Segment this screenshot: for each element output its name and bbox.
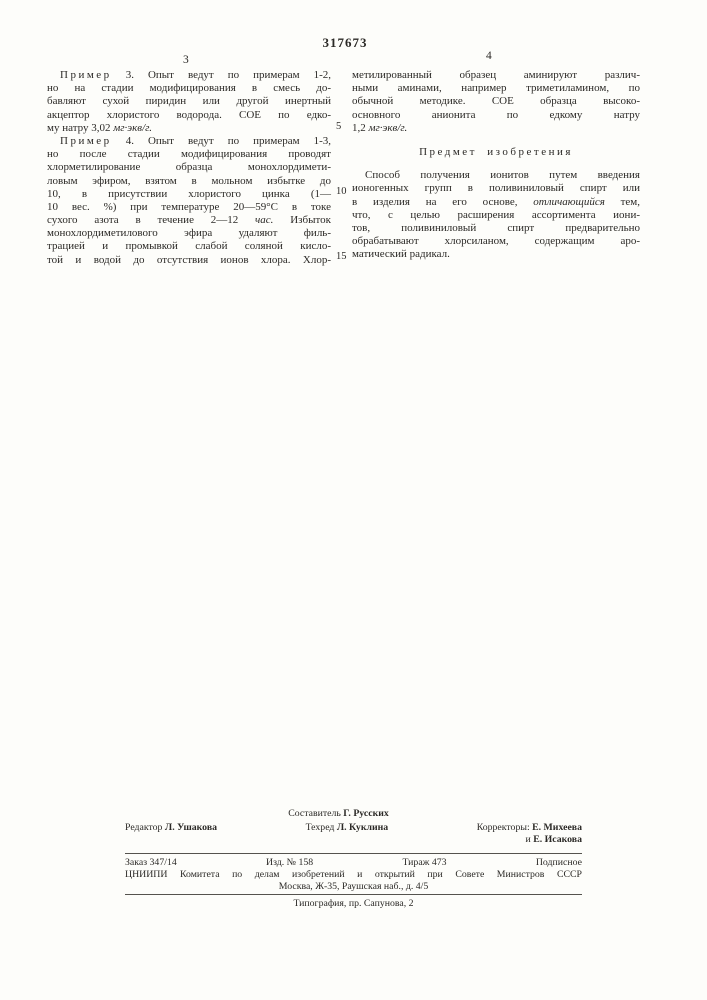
corrector-name-1: Е. Михеева [532, 822, 582, 833]
text-part: Пример [60, 134, 112, 147]
text-part: 10, в присутствии хлористого цинка (1— [47, 187, 331, 200]
correctors-label: Корректоры: [476, 822, 530, 833]
text-part: в изделия на его основе, [352, 195, 534, 208]
text-line [47, 214, 331, 227]
corrector-line-1 [477, 822, 582, 834]
text-line [47, 240, 331, 253]
right-text-column [352, 69, 640, 261]
text-part: трацией и промывкой слабой соляной кисло- [47, 240, 331, 253]
corrector-prefix: и [525, 834, 531, 845]
divider-rule-bottom [125, 894, 582, 895]
compositor-name: Г. Русских [343, 808, 389, 819]
text-part: той и водой до отсутствия ионов хлора. Хлор- [47, 253, 331, 266]
text-line [352, 248, 640, 261]
compositor-label: Составитель [288, 808, 341, 819]
text-part: но на стадии модифицирования в смесь до- [47, 82, 331, 95]
text-line [352, 109, 640, 122]
text-line [47, 109, 331, 122]
text-line [47, 148, 331, 161]
text-part: 1,2 [352, 121, 369, 134]
left-text-column [47, 69, 331, 267]
text-part: Способ получения ионитов путем введения [365, 169, 640, 182]
text-part: му натру 3,02 [47, 121, 114, 134]
techred-name: Л. Куклина [336, 822, 389, 833]
text-part: мг·экв/г. [113, 121, 153, 134]
text-line [47, 161, 331, 174]
patent-number: 317673 [322, 35, 368, 50]
text-line [352, 169, 640, 182]
address-line: Москва, Ж-35, Раушская наб., д. 4/5 [278, 881, 429, 892]
text-part: тов, поливиниловый спирт предварительно [352, 221, 640, 234]
text-part: основного анионита по едкому натру [352, 108, 640, 121]
text-part: что, с целью расширения ассортимента иони- [352, 208, 640, 221]
correctors-credit [477, 822, 582, 846]
text-line [352, 196, 640, 209]
techred-credit [306, 822, 389, 834]
text-part: 10 вес. %) при температуре 20—59°С в токе [47, 200, 331, 213]
text-part: 4. Опыт ведут по примерам 1-3, [111, 134, 331, 147]
page-number-right: 4 [486, 50, 492, 62]
text-part: монохлордиметилового эфира удаляют филь- [47, 227, 331, 240]
credits-row [125, 822, 582, 846]
text-part: ионогенных групп в поливиниловый спирт или [352, 182, 640, 195]
text-line [47, 82, 331, 95]
text-part: тем, [604, 195, 640, 208]
text-part: обрабатывают хлорсиланом, содержащим аро- [352, 235, 640, 248]
organization-line: ЦНИИПИ Комитета по делам изобретений и открытий при Совете Министров СССР [125, 869, 582, 880]
editor-label: Редактор [125, 822, 163, 833]
editor-credit [125, 822, 217, 834]
text-line [47, 95, 331, 108]
text-line [47, 135, 331, 148]
text-part: сухого азота в течение 2—12 [47, 214, 256, 227]
text-line [47, 175, 331, 188]
print-info-row [125, 857, 582, 869]
text-part: матический радикал. [352, 248, 450, 261]
compositor-credit [125, 808, 582, 820]
text-part: ными аминами, например триметиламином, по [352, 82, 640, 95]
text-line [47, 201, 331, 214]
text-line [47, 188, 331, 201]
text-line [352, 95, 640, 108]
text-part: бавляют сухой пиридин или другой инертный [47, 95, 331, 108]
text-line [352, 182, 640, 195]
text-part: хлорметилирование образца монохлордимети- [47, 161, 331, 174]
right-column-intro [352, 69, 640, 135]
text-line [352, 222, 640, 235]
margin-line-number-15: 15 [336, 251, 347, 262]
text-line [47, 227, 331, 240]
text-part: ловым эфиром, взятом в мольном избытке до [47, 174, 331, 187]
corrector-name-2: Е. Исакова [533, 834, 582, 845]
text-line [352, 82, 640, 95]
imprint-footer [125, 808, 582, 910]
claim-heading: Предмет изобретения [419, 145, 573, 158]
divider-rule-top [125, 853, 582, 854]
text-part: но после стадии модифицирования проводят [47, 148, 331, 161]
text-part: Пример [60, 69, 112, 81]
text-line [352, 209, 640, 222]
text-part: 3. Опыт ведут по примерам 1-2, [111, 69, 331, 81]
text-line [47, 69, 331, 82]
print-run: Тираж 473 [402, 857, 447, 868]
text-part: Избыток [273, 214, 331, 227]
text-part: акцептор хлористого водорода. СОЕ по едко- [47, 108, 331, 121]
text-part: обычной методике. СОЕ образца высоко- [352, 95, 640, 108]
page-number-left: 3 [183, 54, 189, 66]
margin-line-number-5: 5 [336, 121, 342, 132]
text-line [47, 254, 331, 267]
text-line [352, 122, 640, 135]
claim-paragraph [352, 169, 640, 261]
order-number: Заказ 347/14 [125, 857, 177, 868]
text-line [352, 235, 640, 248]
text-part: час. [255, 214, 274, 227]
text-line [47, 122, 331, 135]
techred-label: Техред [305, 822, 335, 833]
text-line [352, 69, 640, 82]
text-part: метилированный образец аминируют различ- [352, 69, 640, 81]
editor-name: Л. Ушакова [164, 822, 218, 833]
text-part: отличающийся [533, 195, 605, 208]
text-part: мг·экв/г. [368, 121, 408, 134]
edition-number: Изд. № 158 [266, 857, 314, 868]
corrector-line-2 [477, 834, 582, 846]
typography-line: Типография, пр. Сапунова, 2 [293, 898, 414, 909]
margin-line-number-10: 10 [336, 186, 347, 197]
subscription-note: Подписное [535, 857, 582, 868]
